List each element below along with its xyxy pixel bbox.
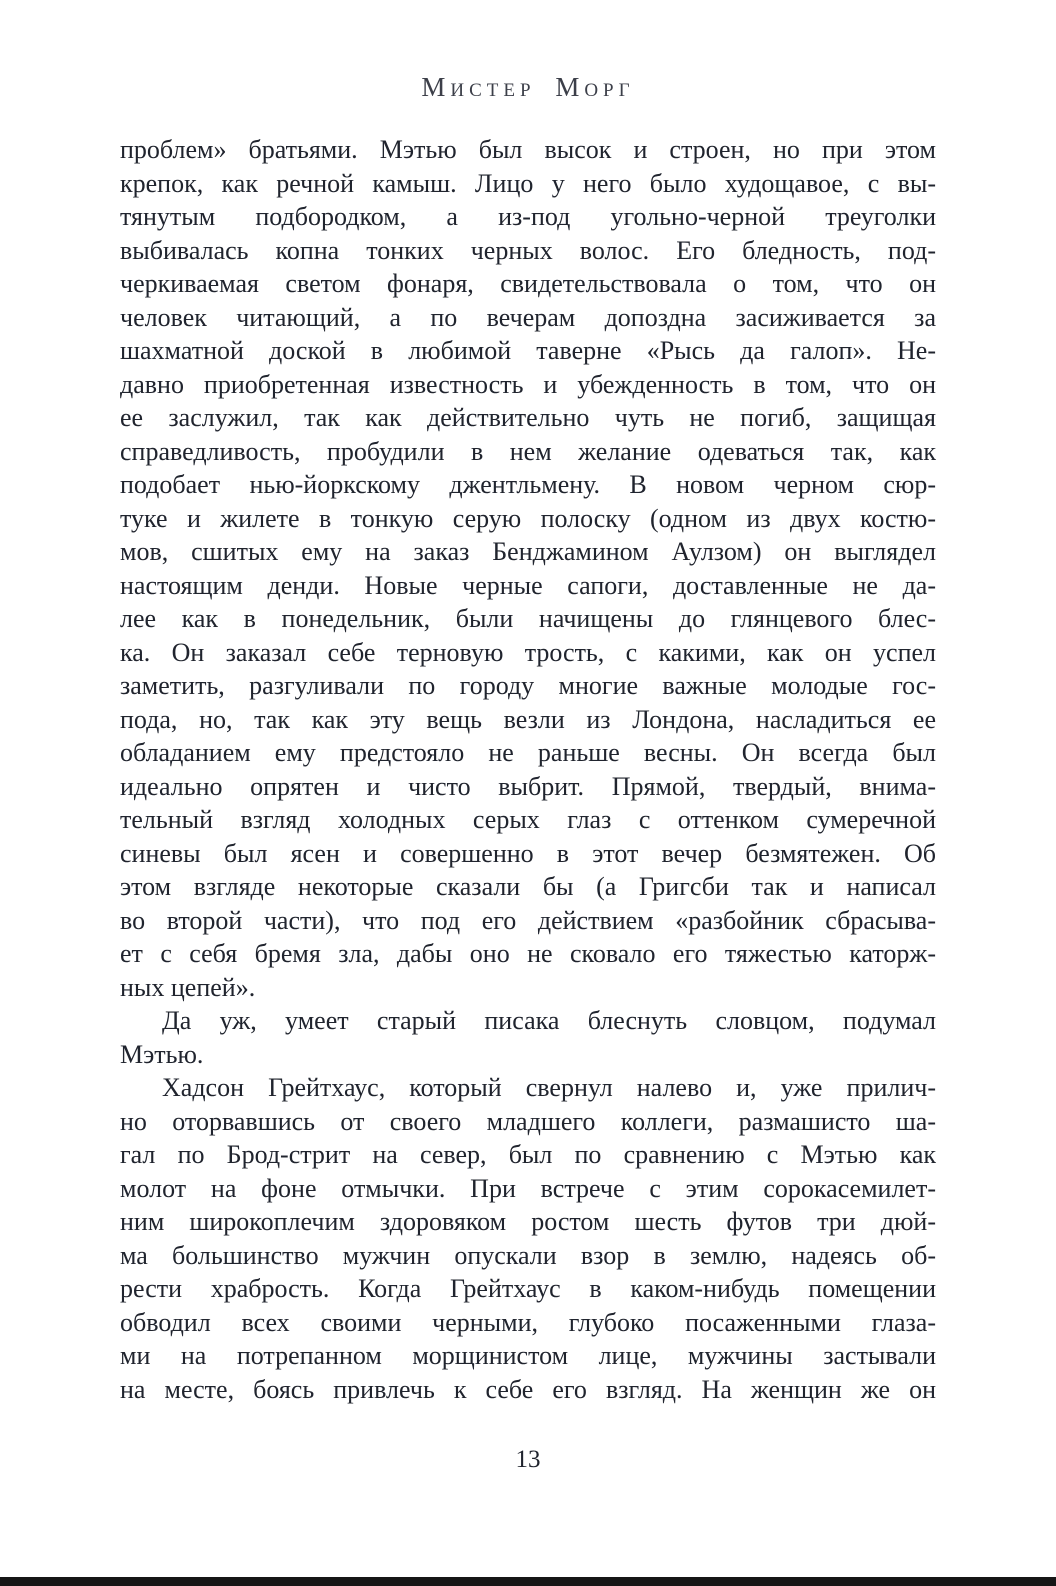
text-line: тянутым подбородком, а из-под угольно-черной треуголки xyxy=(120,202,936,231)
text-line: на месте, боясь привлечь к себе его взгляд. На женщин же он xyxy=(120,1374,936,1404)
text-line: настоящим денди. Новые черные сапоги, доставленные не да- xyxy=(120,570,936,600)
text-line: выбивалась копна тонких черных волос. Его бледность, под- xyxy=(120,235,936,265)
text-line: подобает нью-йоркскому джентльмену. В новом черном сюр- xyxy=(120,470,936,499)
text-line: Хадсон Грейтхаус, который свернул налево и, уже прилич- xyxy=(162,1073,936,1102)
text-line: справедливость, пробудили в нем желание одеваться так, как xyxy=(120,436,936,466)
page-number: 13 xyxy=(515,1446,541,1473)
text-line: шахматной доской в любимой таверне «Рысь да галоп». Не- xyxy=(120,336,936,365)
text-line: рести храбрость. Когда Грейтхаус в каком-нибудь помещении xyxy=(120,1274,936,1303)
text-line: туке и жилете в тонкую серую полоску (одном из двух костю- xyxy=(120,503,936,533)
text-line: черкиваемая светом фонаря, свидетельствовала о том, что он xyxy=(120,269,936,298)
text-line: Мэтью. xyxy=(120,1039,204,1069)
text-line: ет с себя бремя зла, дабы оно не сковало его тяжестью каторж- xyxy=(120,939,936,968)
text-line: гал по Брод-стрит на север, был по сравнению с Мэтью как xyxy=(120,1140,936,1169)
text-line: давно приобретенная известность и убежденность в том, что он xyxy=(120,369,936,399)
text-line: этом взгляде некоторые сказали бы (а Григсби так и написал xyxy=(120,872,936,901)
text-line: заметить, разгуливали по городу многие важные молодые гос- xyxy=(120,671,936,700)
scan-edge-bar xyxy=(0,1577,1056,1586)
text-line: мов, сшитых ему на заказ Бенджамином Аулзом) он выглядел xyxy=(120,537,936,566)
text-line: ми на потрепанном морщинистом лице, мужчины застывали xyxy=(120,1341,936,1370)
text-line: Да уж, умеет старый писака блеснуть словцом, подумал xyxy=(162,1006,936,1035)
text-line: во второй части), что под его действием «разбойник сбрасыва- xyxy=(120,905,936,935)
text-line: человек читающий, а по вечерам допоздна засиживается за xyxy=(120,302,936,332)
text-line: лее как в понедельник, были начищены до глянцевого блес- xyxy=(120,604,936,633)
text-line: синевы был ясен и совершенно в этот вечер безмятежен. Об xyxy=(120,838,936,868)
text-line: но оторвавшись от своего младшего коллеги, размашисто ша- xyxy=(120,1106,936,1136)
running-header: Мистер Морг xyxy=(421,72,635,102)
text-line: пода, но, так как эту вещь везли из Лондона, насладиться ее xyxy=(120,704,936,734)
text-line: молот на фоне отмычки. При встрече с этим сорокасемилет- xyxy=(120,1173,936,1203)
text-line: проблем» братьями. Мэтью был высок и строен, но при этом xyxy=(120,135,936,164)
text-line: обводил всех своими черными, глубоко посаженными глаза- xyxy=(120,1307,936,1337)
text-line: тельный взгляд холодных серых глаз с оттенком сумеречной xyxy=(120,805,936,834)
text-line: ма большинство мужчин опускали взор в землю, надеясь об- xyxy=(120,1240,936,1270)
text-line: ка. Он заказал себе терновую трость, с какими, как он успел xyxy=(120,637,936,667)
text-line: идеально опрятен и чисто выбрит. Прямой, твердый, внима- xyxy=(120,771,936,801)
body-text xyxy=(120,133,936,1406)
text-line: ним широкоплечим здоровяком ростом шесть футов три дюй- xyxy=(120,1207,936,1236)
text-line: обладанием ему предстояло не раньше весны. Он всегда был xyxy=(120,738,936,767)
text-line: крепок, как речной камыш. Лицо у него было худощавое, с вы- xyxy=(120,168,936,198)
text-line: ее заслужил, так как действительно чуть не погиб, защищая xyxy=(120,403,936,432)
text-line: ных цепей». xyxy=(120,972,256,1002)
